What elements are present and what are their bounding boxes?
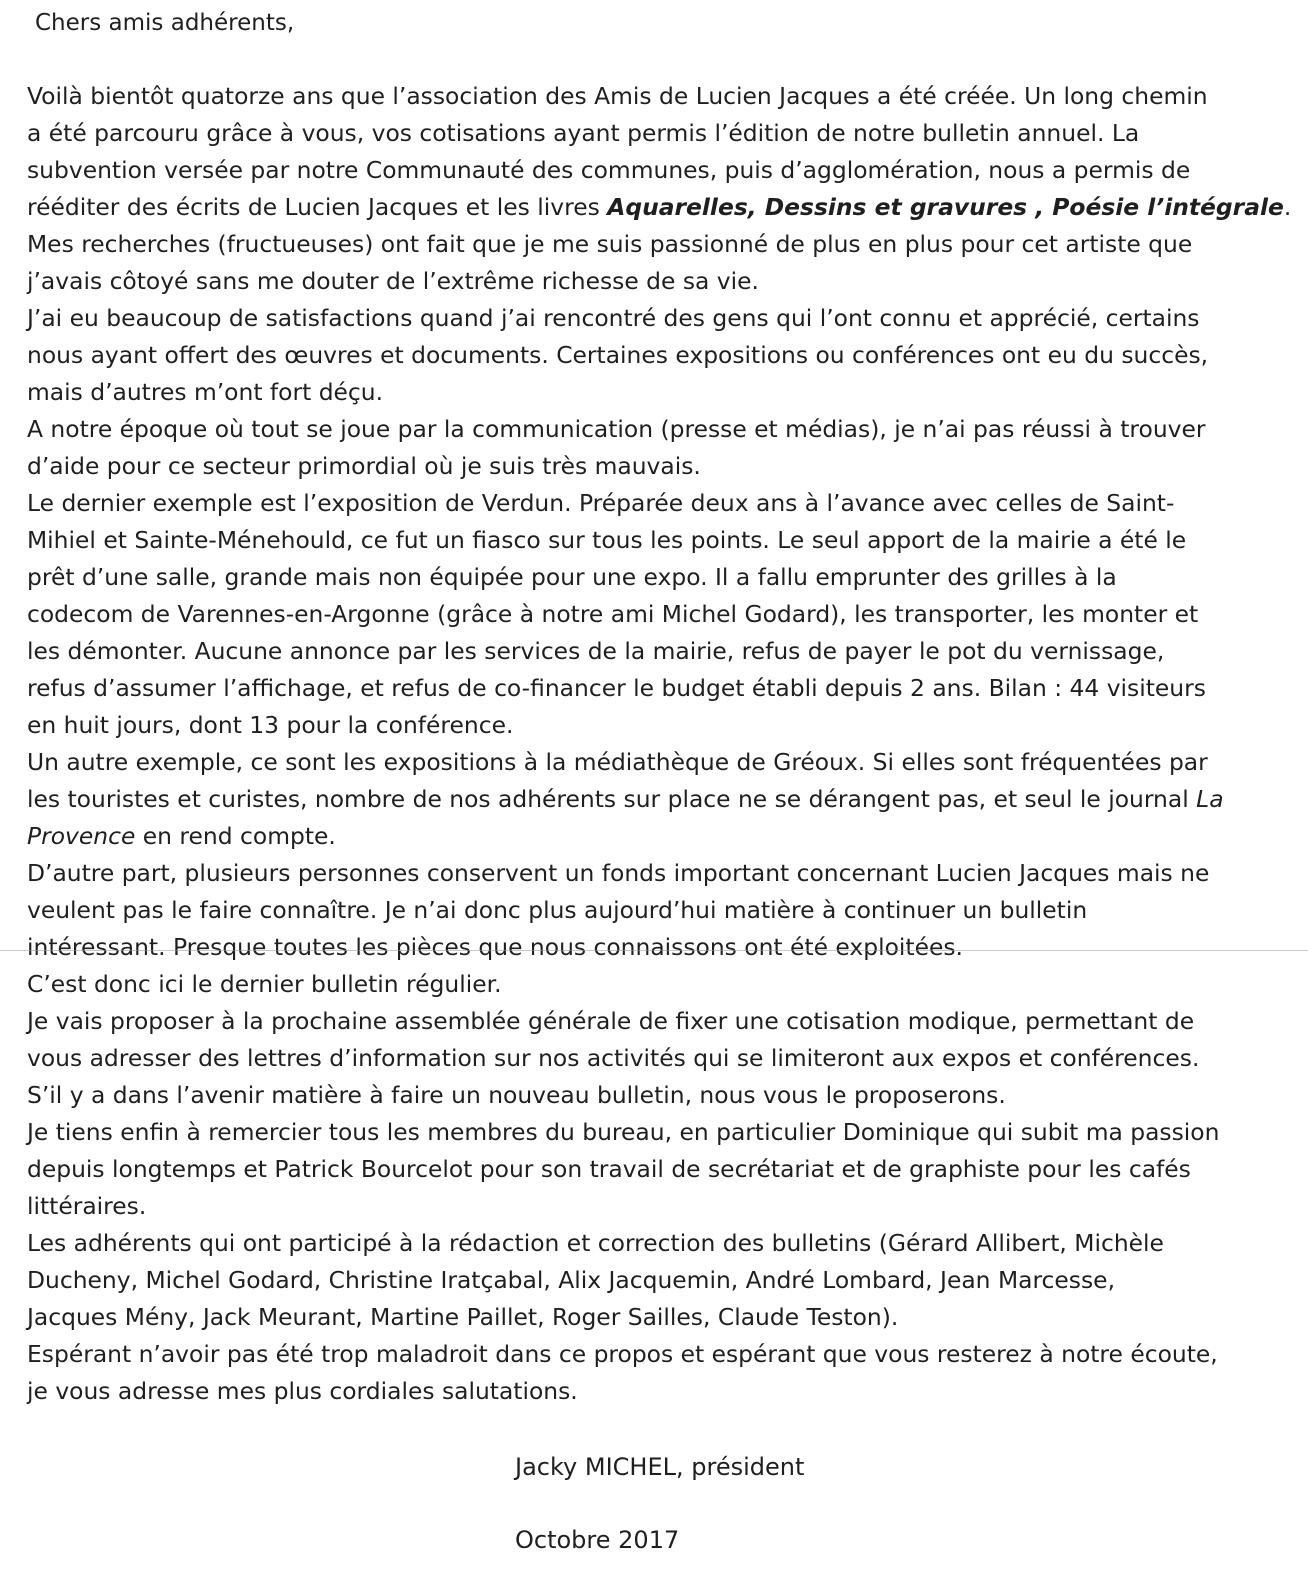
line-text: prêt d’une salle, grande mais non équipée pour une expo. Il a fallu emprunter des grilles à la	[27, 563, 1117, 591]
letter-signature: Jacky MICHEL, président	[515, 1453, 805, 1481]
line-text: les touristes et curistes, nombre de nos adhérents sur place ne se dérangent pas, et seul le journal	[27, 785, 1197, 813]
letter-line	[27, 781, 1287, 818]
letter-greeting: Chers amis adhérents,	[35, 10, 295, 36]
letter-line	[27, 1077, 1287, 1114]
line-text: vous adresser des lettres d’information sur nos activités qui se limiteront aux expos et conférences.	[27, 1044, 1200, 1072]
line-text: Je tiens enfin à remercier tous les membres du bureau, en particulier Dominique qui subit ma passion	[27, 1118, 1220, 1146]
letter-line	[27, 929, 1287, 966]
line-text: Un autre exemple, ce sont les expositions à la médiathèque de Gréoux. Si elles sont fréquentées par	[27, 748, 1208, 776]
line-text: subvention versée par notre Communauté des communes, puis d’agglomération, nous a permis de	[27, 156, 1191, 184]
line-text: Le dernier exemple est l’exposition de Verdun. Préparée deux ans à l’avance avec celles de Saint-	[27, 489, 1175, 517]
line-text: littéraires.	[27, 1192, 147, 1220]
letter-line	[27, 115, 1287, 152]
line-text: D’autre part, plusieurs personnes conservent un fonds important concernant Lucien Jacques mais ne	[27, 859, 1210, 887]
letter-line	[27, 1225, 1287, 1262]
line-text: depuis longtemps et Patrick Bourcelot pour son travail de secrétariat et de graphiste pour les cafés	[27, 1155, 1191, 1183]
line-text: C’est donc ici le dernier bulletin régulier.	[27, 970, 502, 998]
letter-line	[27, 300, 1287, 337]
letter-date: Octobre 2017	[515, 1526, 680, 1554]
letter-line	[27, 189, 1292, 226]
letter-line	[27, 263, 1287, 300]
line-text: mais d’autres m’ont fort déçu.	[27, 378, 384, 406]
letter-line	[27, 374, 1287, 411]
letter-line	[27, 1373, 1287, 1410]
letter-line	[27, 1188, 1287, 1225]
letter-line	[27, 448, 1287, 485]
line-text: j’avais côtoyé sans me douter de l’extrême richesse de sa vie.	[27, 267, 759, 295]
line-text: Je vais proposer à la prochaine assemblée générale de fixer une cotisation modique, permettant de	[27, 1007, 1195, 1035]
line-text: Mes recherches (fructueuses) ont fait que je me suis passionné de plus en plus pour cet artiste que	[27, 230, 1193, 258]
letter-line	[27, 855, 1287, 892]
letter-line	[27, 1262, 1287, 1299]
letter-line	[27, 226, 1287, 263]
line-text: je vous adresse mes plus cordiales salutations.	[27, 1377, 578, 1405]
letter-line	[27, 966, 1287, 1003]
letter-line	[27, 670, 1287, 707]
newspaper-title-italic: La	[1196, 785, 1224, 813]
line-text: refus d’assumer l’affichage, et refus de co-financer le budget établi depuis 2 ans. Bilan : 44 visiteurs	[27, 674, 1206, 702]
book-titles-emphasis: Aquarelles, Dessins et gravures , Poésie l’intégrale	[607, 193, 1284, 221]
line-text: J’ai eu beaucoup de satisfactions quand j’ai rencontré des gens qui l’ont connu et apprécié, certains	[27, 304, 1200, 332]
letter-line	[27, 1003, 1287, 1040]
letter-line	[27, 892, 1287, 929]
scan-fold-mark	[0, 950, 1308, 951]
letter-line	[27, 707, 1287, 744]
letter-line	[27, 1299, 1287, 1336]
line-text: Ducheny, Michel Godard, Christine Iratçabal, Alix Jacquemin, André Lombard, Jean Marcesse,	[27, 1266, 1116, 1294]
letter-line	[27, 633, 1287, 670]
line-text: Espérant n’avoir pas été trop maladroit dans ce propos et espérant que vous resterez à notre écoute,	[27, 1340, 1218, 1368]
letter-line	[27, 152, 1287, 189]
line-text: codecom de Varennes-en-Argonne (grâce à notre ami Michel Godard), les transporter, les monter et	[27, 600, 1199, 628]
line-text: Voilà bientôt quatorze ans que l’association des Amis de Lucien Jacques a été créée. Un long chemin	[27, 82, 1208, 110]
line-text: les démonter. Aucune annonce par les services de la mairie, refus de payer le pot du vernissage,	[27, 637, 1165, 665]
newspaper-title-italic: Provence	[27, 822, 136, 850]
line-text: Jacques Mény, Jack Meurant, Martine Paillet, Roger Sailles, Claude Teston).	[27, 1303, 899, 1331]
line-text: veulent pas le faire connaître. Je n’ai donc plus aujourd’hui matière à continuer un bulletin	[27, 896, 1088, 924]
line-text: nous ayant offert des œuvres et documents. Certaines expositions ou conférences ont eu du succès,	[27, 341, 1209, 369]
line-text: intéressant. Presque toutes les pièces que nous connaissons ont été exploitées.	[27, 933, 963, 961]
letter-body	[27, 78, 1292, 1410]
letter-line	[27, 596, 1287, 633]
letter-line	[27, 1336, 1287, 1373]
letter-line	[27, 818, 1287, 855]
line-text-after: en rend compte.	[135, 822, 336, 850]
letter-line	[27, 1151, 1287, 1188]
letter-line	[27, 1114, 1287, 1151]
line-text: Les adhérents qui ont participé à la rédaction et correction des bulletins (Gérard Allibert, Michèle	[27, 1229, 1164, 1257]
letter-line	[27, 744, 1287, 781]
line-text: A notre époque où tout se joue par la communication (presse et médias), je n’ai pas réussi à trouver	[27, 415, 1206, 443]
letter-line	[27, 522, 1287, 559]
line-text: Mihiel et Sainte-Ménehould, ce fut un fiasco sur tous les points. Le seul apport de la mairie a été le	[27, 526, 1187, 554]
line-text: S’il y a dans l’avenir matière à faire un nouveau bulletin, nous vous le proposerons.	[27, 1081, 1006, 1109]
line-text: d’aide pour ce secteur primordial où je suis très mauvais.	[27, 452, 701, 480]
line-text: a été parcouru grâce à vous, vos cotisations ayant permis l’édition de notre bulletin annuel. La	[27, 119, 1140, 147]
line-text: en huit jours, dont 13 pour la conférence.	[27, 711, 514, 739]
letter-line	[27, 559, 1287, 596]
line-text: rééditer des écrits de Lucien Jacques et les livres	[27, 193, 608, 221]
letter-line	[27, 485, 1287, 522]
line-text-after: .	[1283, 193, 1292, 221]
letter-line	[27, 337, 1287, 374]
letter-line	[27, 78, 1287, 115]
letter-line	[27, 1040, 1287, 1077]
letter-line	[27, 411, 1287, 448]
